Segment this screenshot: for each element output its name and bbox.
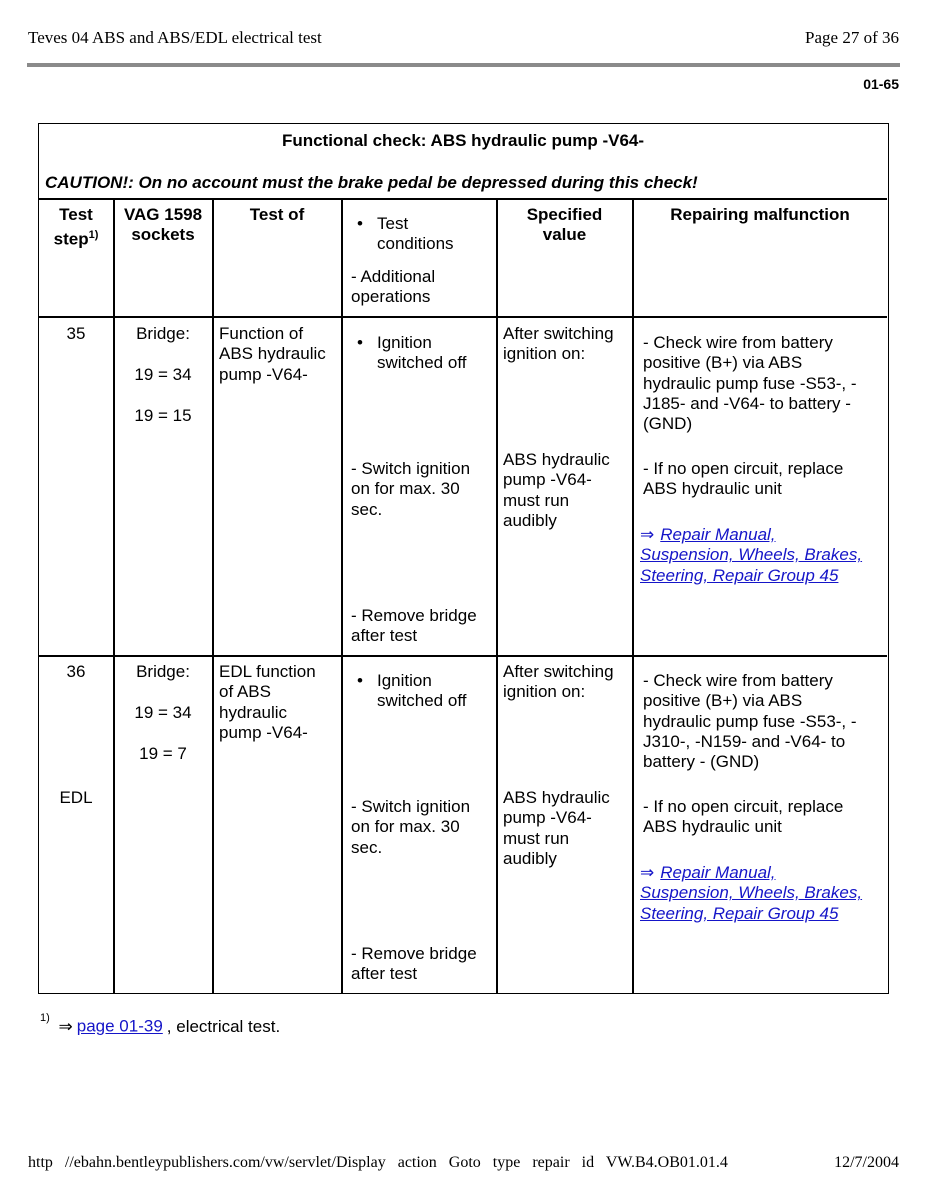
row-36-spec-pump-runs: ABS hydraulic pump -V64- must run audibly: [503, 788, 610, 868]
header-rule: [27, 63, 900, 67]
row-35-repair-check-wire: - Check wire from battery positive (B+) via ABS hydraulic pump fuse -S53-, - J185- and -V64- to battery - (GND): [643, 333, 857, 434]
row-35-test-of: Function of ABS hydraulic pump -V64-: [219, 324, 326, 384]
section-code: 01-65: [863, 76, 899, 92]
row-36-repair-replace-unit: - If no open circuit, replace ABS hydraulic unit: [643, 797, 844, 837]
row-36-sockets: Bridge: 19 = 34 19 = 7: [134, 662, 192, 764]
col-divider-3: [341, 199, 343, 993]
footer-date: 12/7/2004: [834, 1154, 899, 1171]
row-36-condition-ignition-off: • Ignition switched off: [377, 671, 466, 712]
header-test-of: Test of: [249, 205, 305, 224]
row-35-condition-ignition-off: • Ignition switched off: [377, 333, 466, 374]
header-test-step: Test step$^{1)}$: [53, 205, 99, 249]
row-35-condition-remove-bridge: - Remove bridge after test: [351, 606, 477, 646]
row-35-condition-switch-on: - Switch ignition on for max. 30 sec.: [351, 459, 471, 519]
row-36-condition-switch-on: - Switch ignition on for max. 30 sec.: [351, 797, 471, 857]
row-36-spec-ignition-on: After switching ignition on:: [503, 662, 614, 702]
row-36-test-of: EDL function of ABS hydraulic pump -V64-: [219, 662, 316, 742]
caution-text: CAUTION!: On no account must the brake pedal be depressed during this check!: [45, 173, 698, 192]
row-35-divider: [39, 655, 887, 657]
row-36-repair-manual-link[interactable]: ⇒ Repair Manual, Suspension, Wheels, Brakes, Steering, Repair Group 45: [640, 863, 863, 923]
header-repairing-malfunction: Repairing malfunction: [670, 205, 850, 224]
header-specified-value: Specified value: [526, 205, 603, 245]
document-title: Teves 04 ABS and ABS/EDL electrical test: [28, 28, 322, 47]
row-36-step-edl: EDL: [59, 788, 93, 807]
row-36-step: 36: [66, 662, 86, 681]
arrow-right-icon: ⇒: [640, 525, 655, 544]
functional-check-table: [38, 123, 889, 994]
col-divider-4: [496, 199, 498, 993]
footer-url: http //ebahn.bentleypublishers.com/vw/servlet/Display action Goto type repair id VW.B4.OB01.01.4: [28, 1154, 728, 1171]
row-35-spec-ignition-on: After switching ignition on:: [503, 324, 614, 364]
page-number: Page 27 of 36: [805, 28, 899, 47]
repair-manual-link[interactable]: Repair Manual,: [660, 863, 776, 882]
header-additional-operations: - Additional operations: [351, 267, 436, 307]
header-test-conditions: • Test conditions: [377, 214, 454, 255]
table-title: Functional check: ABS hydraulic pump -V64-: [281, 131, 645, 150]
caution-divider: [39, 198, 887, 200]
row-35-spec-pump-runs: ABS hydraulic pump -V64- must run audibly: [503, 450, 610, 530]
row-36-condition-remove-bridge: - Remove bridge after test: [351, 944, 477, 984]
row-36-repair-check-wire: - Check wire from battery positive (B+) via ABS hydraulic pump fuse -S53-, - J310-, -N159- and -V64- to battery - (GND): [643, 671, 857, 772]
col-divider-1: [113, 199, 115, 993]
footnote-page-link[interactable]: page 01-39: [76, 1016, 163, 1036]
arrow-right-icon: ⇒: [58, 1016, 73, 1036]
footnote-marker: 1): [40, 1012, 50, 1024]
row-35-repair-manual-link[interactable]: ⇒ Repair Manual, Suspension, Wheels, Brakes, Steering, Repair Group 45: [640, 525, 863, 585]
row-35-repair-replace-unit: - If no open circuit, replace ABS hydraulic unit: [643, 459, 844, 499]
arrow-right-icon: ⇒: [640, 863, 655, 882]
row-35-step: 35: [66, 324, 86, 343]
row-35-sockets: Bridge: 19 = 34 19 = 15: [134, 324, 192, 426]
footnote: [40, 1012, 281, 1037]
header-sockets: VAG 1598 sockets: [123, 205, 203, 245]
repair-manual-link[interactable]: Repair Manual,: [660, 525, 776, 544]
footnote-text: , electrical test.: [166, 1016, 281, 1036]
header-row-divider: [39, 316, 887, 318]
col-divider-2: [212, 199, 214, 993]
col-divider-5: [632, 199, 634, 993]
